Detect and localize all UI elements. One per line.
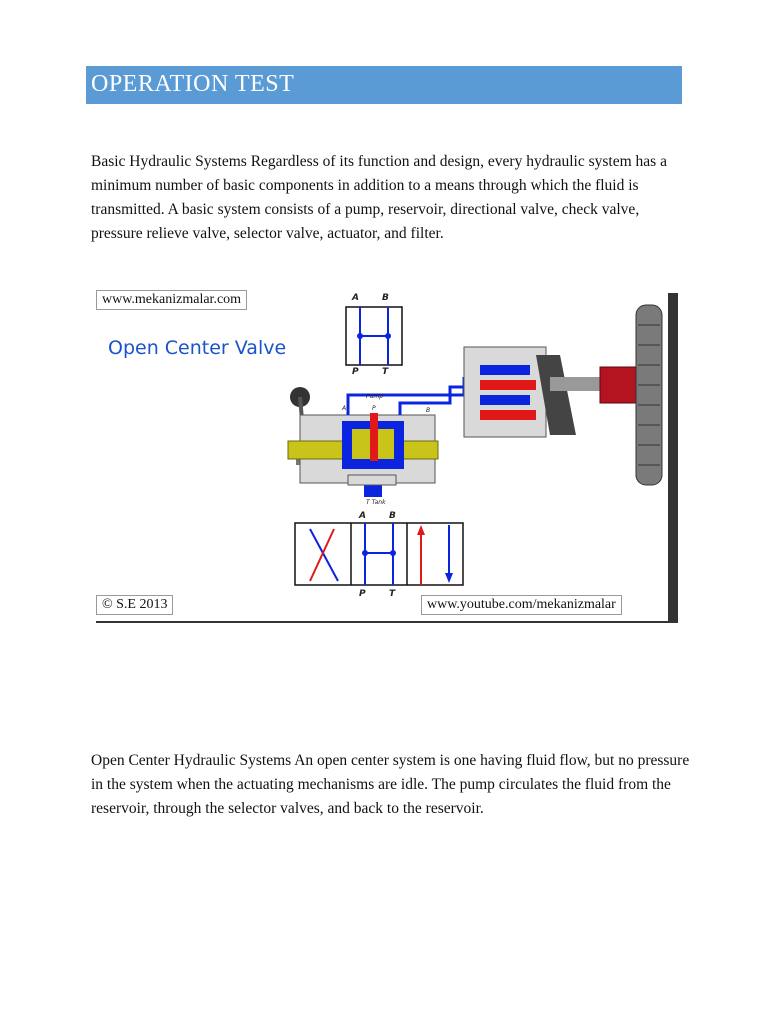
- valve-diagram: [90, 285, 680, 625]
- figure-title: Open Center Valve: [108, 337, 287, 359]
- section-title-bar: [86, 66, 682, 104]
- port-label-p-body: P: [372, 405, 376, 412]
- section-title: OPERATION TEST: [91, 71, 295, 97]
- paragraph-basic-systems: Basic Hydraulic Systems Regardless of its function and design, every hydraulic system has a minimum number of basic components in addition to a means through which the fluid is transmitted. A basic system consists of a pump, reservoir, directional valve, check valve, pressure relieve valve, selector valve, actuator, and filter.: [91, 153, 667, 242]
- open-center-valve-figure: [90, 285, 680, 625]
- figure-source-url-bottom[interactable]: www.youtube.com/mekanizmalar: [421, 595, 622, 615]
- port-label-t-top: T: [382, 367, 389, 377]
- pump-label: Pump: [366, 393, 384, 400]
- port-label-p-top: P: [352, 367, 359, 377]
- port-label-b-bottom: B: [389, 511, 396, 521]
- port-label-p-bottom: P: [359, 589, 366, 599]
- port-label-b-top: B: [382, 293, 389, 303]
- tank-label: T Tank: [366, 499, 386, 506]
- port-label-b-body: B: [426, 407, 431, 414]
- frame-right-edge: [668, 293, 678, 623]
- figure-source-url-top[interactable]: www.mekanizmalar.com: [96, 290, 247, 310]
- paragraph-open-center: Open Center Hydraulic Systems An open center system is one having fluid flow, but no pressure in the system when the actuating mechanisms are idle. The pump circulates the fluid from the reservoir, through the selector valves, and back to the reservoir.: [91, 752, 690, 817]
- flywheel: [636, 305, 662, 485]
- port-label-a-top: A: [352, 293, 359, 303]
- figure-copyright: © S.E 2013: [96, 595, 173, 615]
- port-label-a-body: A: [342, 405, 347, 412]
- port-label-a-bottom: A: [359, 511, 366, 521]
- port-label-t-bottom: T: [389, 589, 396, 599]
